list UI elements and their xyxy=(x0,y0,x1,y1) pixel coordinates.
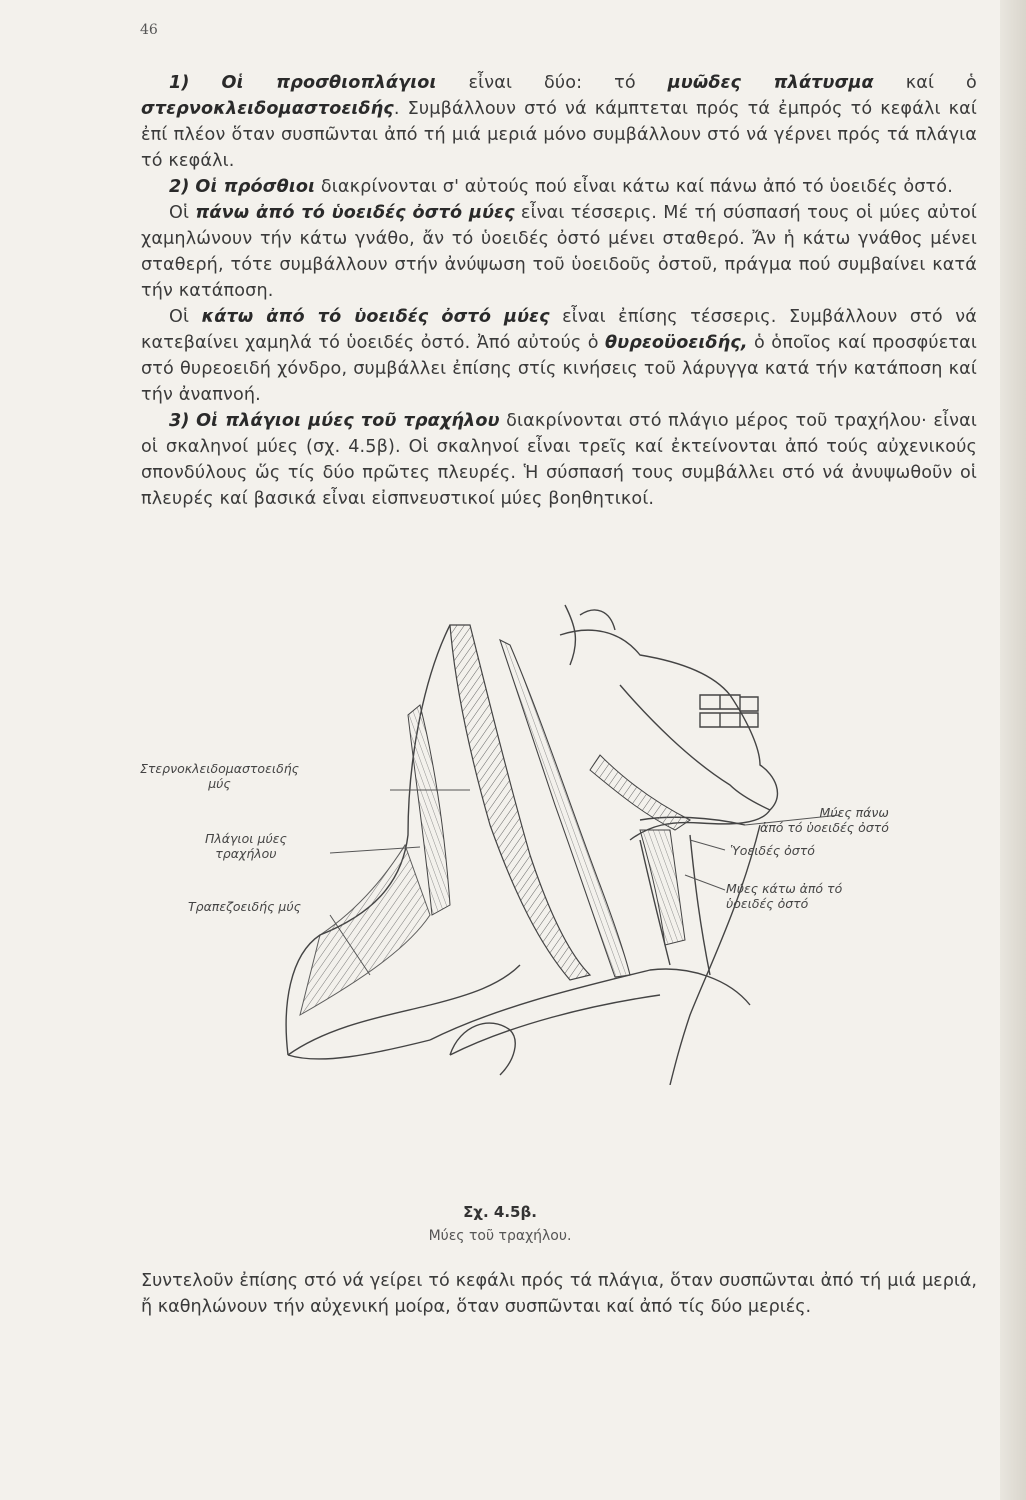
label-suprahyoid-muscles: Μύες πάνω ἀπό τό ὑοειδές ὀστό xyxy=(760,805,889,835)
page-number: 46 xyxy=(140,22,158,38)
label-infrahyoid-muscles: Μύες κάτω ἀπό τό ὑοειδές ὀστό xyxy=(726,881,843,911)
neck-muscles-figure xyxy=(140,585,970,1085)
paragraph-5: 3) Οἱ πλάγιοι μύες τοῦ τραχήλου διακρίνονται στό πλάγιο μέρος τοῦ τραχήλου· εἶναι οἱ σκαληνοί μύες (σχ. 4.5β). Οἱ σκαληνοί εἶναι τρεῖς καί ἐκτείνονται ἀπό τούς αὐχενικούς σπονδύλους ὥς τίς δύο πρῶτες πλευρές. Ἡ σύσπασή τους συμβάλλει στό νά ἀνυψωθοῦν οἱ πλευρές καί βασικά εἶναι εἰσπνευστικοί μύες βοηθητικοί. xyxy=(141,411,977,509)
neck-anatomy-drawing xyxy=(170,585,970,1085)
body-text xyxy=(141,70,977,512)
label-hyoid-bone: Ὑοειδές ὀστό xyxy=(730,843,815,858)
paragraph-4: Οἱ κάτω ἀπό τό ὑοειδές ὀστό μύες εἶναι ἐπίσης τέσσερις. Συμβάλλουν στό νά κατεβαίνει χαμηλά τό ὑοειδές ὀστό. Ἀπό αὐτούς ὁ θυρεοϋοειδής, ὁ ὁποῖος καί προσφύεται στό θυρεοειδή χόνδρο, συμβάλλει ἐπίσης στίς κινήσεις τοῦ λάρυγγα κατά τήν κατάποση καί τήν ἀναπνοή. xyxy=(141,307,978,405)
label-lateral-neck-muscles: Πλάγιοι μύες τραχήλου xyxy=(205,831,287,861)
figure-caption-subtitle: Μύες τοῦ τραχήλου. xyxy=(428,1228,572,1244)
closing-paragraph: Συντελοῦν ἐπίσης στό νά γείρει τό κεφάλι πρός τά πλάγια, ὅταν συσπῶνται ἀπό τή μιά μεριά, ἤ καθηλώνουν τήν αὐχενική μοίρα, ὅταν συσπῶνται καί ἀπό τίς δύο μεριές. xyxy=(141,1271,977,1317)
figure-caption-title: Σχ. 4.5β. xyxy=(463,1203,537,1221)
paragraph-3: Οἱ πάνω ἀπό τό ὑοειδές ὀστό μύες εἶναι τέσσερις. Μέ τή σύσπασή τους οἱ μύες αὐτοί χαμηλώνουν τήν κάτω γνάθο, ἄν τό ὑοειδές ὀστό μένει σταθερό. Ἄν ἡ κάτω γνάθος μένει σταθερή, τότε συμβάλλουν στήν ἀνύψωση τοῦ ὑοειδοῦς ὀστοῦ, πράγμα πού συμβαίνει κατά τήν κατάποση. xyxy=(141,203,977,301)
paragraph-2: 2) Οἱ πρόσθιοι διακρίνονται σ' αὐτούς πού εἶναι κάτω καί πάνω ἀπό τό ὑοειδές ὀστό. xyxy=(169,177,953,197)
page-edge xyxy=(1000,0,1026,1500)
paragraph-1: 1) Οἱ προσθιοπλάγιοι εἶναι δύο: τό μυῶδες πλάτυσμα καί ὁ στερνοκλειδομαστοειδής. Συμβάλλουν στό νά κάμπτεται πρός τά ἐμπρός τό κεφάλι καί ἐπί πλέον ὅταν συσπῶνται ἀπό τή μιά μεριά μόνο συμβάλλουν στό νά γέρνει πρός τά πλάγια τό κεφάλι. xyxy=(141,73,977,171)
label-trapezius: Τραπεζοειδής μύς xyxy=(188,899,301,914)
label-sternocleidomastoid: Στερνοκλειδομαστοειδής μύς xyxy=(140,761,299,791)
